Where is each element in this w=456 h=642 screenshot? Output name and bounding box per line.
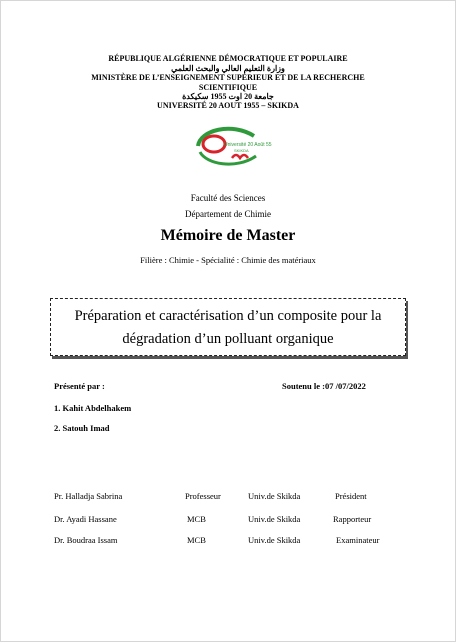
jury-grade: MCB [187, 514, 206, 524]
thesis-title-line-2: dégradation d’un polluant organique [122, 331, 334, 347]
jury-university: Univ.de Skikda [248, 491, 301, 501]
svg-text:Université 20 Août 55: Université 20 Août 55 [224, 142, 272, 148]
jury-role: Président [335, 491, 367, 501]
student-1: 1. Kahit Abdelhakem [54, 403, 132, 413]
thesis-title-line-1: Préparation et caractérisation d’un composite pour la [74, 308, 382, 324]
university-arabic-line: جامعة 20 اوت 1955 سكيكدة [182, 92, 274, 101]
jury-university: Univ.de Skikda [248, 535, 301, 545]
jury-name: Dr. Boudraa Issam [54, 535, 118, 545]
student-2: 2. Satouh Imad [54, 423, 110, 433]
jury-role: Rapporteur [333, 514, 372, 524]
thesis-title-box [50, 298, 406, 356]
department-label: Département de Chimie [185, 209, 271, 219]
jury-grade: MCB [187, 535, 206, 545]
document-title: Mémoire de Master [160, 227, 296, 244]
ministry-line: MINISTÈRE DE L’ENSEIGNEMENT SUPÉRIEUR ET DE LA RECHERCHE [91, 73, 365, 82]
presented-by-label: Présenté par : [54, 381, 105, 391]
jury-university: Univ.de Skikda [248, 514, 301, 524]
jury-name: Dr. Ayadi Hassane [54, 514, 117, 524]
ministry-arabic-line: وزارة التعليم العالي والبحث العلمي [171, 64, 285, 73]
university-logo [192, 124, 272, 170]
defense-date: Soutenu le :07 /07/2022 [282, 381, 366, 391]
faculty-label: Faculté des Sciences [190, 193, 266, 203]
ministry-line-2: SCIENTIFIQUE [198, 83, 258, 92]
svg-text:SKIKDA: SKIKDA [234, 148, 249, 153]
university-line: UNIVERSITÉ 20 AOUT 1955 – SKIKDA [157, 101, 299, 110]
specialty-line: Filière : Chimie - Spécialité : Chimie des matériaux [140, 255, 316, 265]
jury-role: Examinateur [336, 535, 380, 545]
jury-name: Pr. Halladja Sabrina [54, 491, 123, 501]
republic-line: RÉPUBLIQUE ALGÉRIENNE DÉMOCRATIQUE ET POPULAIRE [108, 54, 348, 63]
thesis-title [51, 305, 405, 351]
jury-grade: Professeur [185, 491, 221, 501]
